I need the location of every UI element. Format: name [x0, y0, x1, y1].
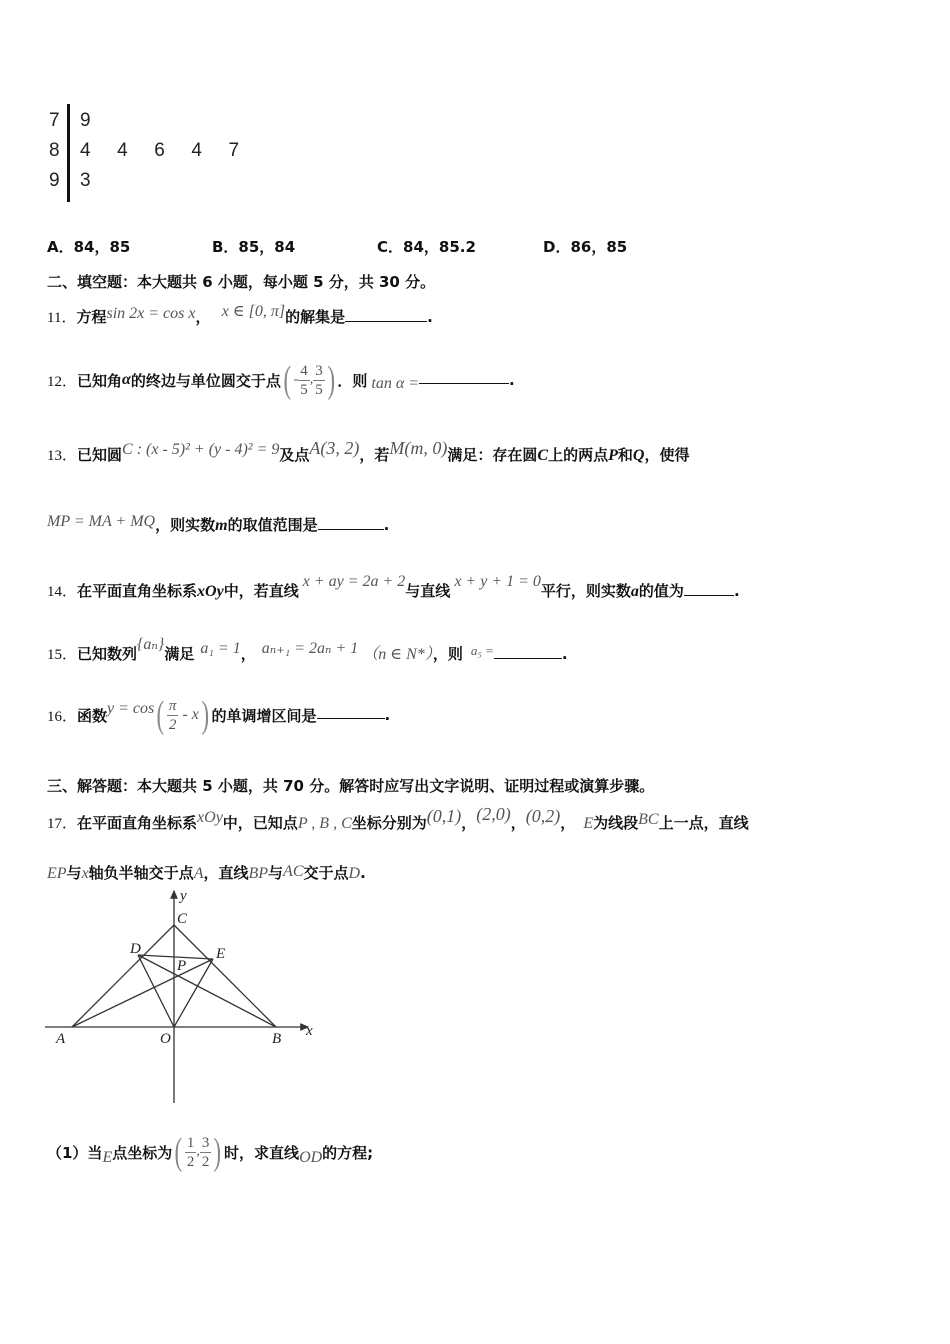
label-c: C: [177, 911, 188, 927]
line-cb: [174, 925, 276, 1027]
question-13: 13．已知圆C : (x - 5)² + (y - 4)² = 9及点A(3, 2)，若M(m, 0)满足：存在圆C上的两点P和Q，使得: [47, 438, 690, 464]
question-16: 16． 函数 y = cos ( $\frac{\pi}{2}$ - x ) 的单调增区间是 .: [47, 694, 391, 736]
leaves-7: 9: [80, 110, 91, 131]
label-o: O: [160, 1031, 171, 1047]
line-ae: [72, 959, 213, 1027]
section-2-heading: 二、填空题：本大题共 6 小题，每小题 5 分，共 30 分。: [47, 273, 436, 291]
answer-blank: [494, 644, 562, 659]
stem-divider: [67, 104, 70, 202]
line-ac: [72, 925, 174, 1027]
stem-leaf-plot: [40, 104, 240, 204]
leaves-8: 4 4 6 4 7: [80, 140, 240, 161]
answer-blank: [317, 704, 385, 719]
answer-blank: [419, 369, 509, 384]
stem-7: 7: [49, 110, 60, 131]
option-a: A．84，85: [47, 238, 131, 256]
question-17-line2: EP与x轴负半轴交于点A，直线BP与AC交于点D.: [47, 863, 366, 882]
question-12: 12． 已知角 α 的终边与单位圆交于点 ( - $\frac{4}{5}$ , $\frac{3}{5}$ ) ．则 tan α = .: [47, 359, 515, 401]
answer-blank: [684, 581, 734, 596]
label-b: B: [272, 1031, 282, 1047]
line-od: [138, 955, 174, 1027]
question-17: 17．在平面直角坐标系xOy中，已知点P , B , C坐标分别为(0,1)，(2,0)，(0,2)， E为线段BC上一点，直线: [47, 804, 749, 832]
section-3-heading: 三、解答题：本大题共 5 小题，共 70 分。解答时应写出文字说明、证明过程或演算步骤。: [47, 777, 655, 795]
stem-9: 9: [49, 170, 60, 191]
geometry-figure: [40, 885, 340, 1110]
question-17-part-1: （1）当 E 点坐标为 ( $\frac{1}{2}$ , $\frac{3}{2}$ ) 时，求直线 OD 的方程;: [47, 1131, 374, 1173]
label-y: y: [180, 888, 187, 904]
stem-8: 8: [49, 140, 60, 161]
answer-blank: [345, 307, 427, 322]
option-c: C．84，85.2: [377, 238, 476, 256]
label-x: x: [306, 1023, 313, 1039]
label-e: E: [216, 946, 226, 962]
option-d: D．86，85: [543, 238, 628, 256]
option-b: B．85，84: [212, 238, 296, 256]
label-a: A: [56, 1031, 66, 1047]
question-11: 11．方程sin 2x = cos x， x ∈ [0, π]的解集是 .: [47, 303, 433, 326]
question-15: 15．已知数列{aₙ}满足 a₁ = 1， aₙ₊₁ = 2aₙ + 1 （n ∈ N*），则 a₅ = .: [47, 636, 568, 663]
answer-blank: [318, 515, 384, 530]
line-bd: [138, 955, 276, 1027]
leaves-9: 3: [80, 170, 91, 191]
label-p: P: [177, 958, 187, 974]
question-14: 14．在平面直角坐标系xOy中，若直线x + ay = 2a + 2与直线x + y + 1 = 0平行，则实数a的值为 .: [47, 573, 740, 600]
label-d: D: [130, 941, 141, 957]
question-13-line2: MP = MA + MQ，则实数m的取值范围是 .: [47, 513, 390, 534]
line-de: [138, 955, 213, 959]
